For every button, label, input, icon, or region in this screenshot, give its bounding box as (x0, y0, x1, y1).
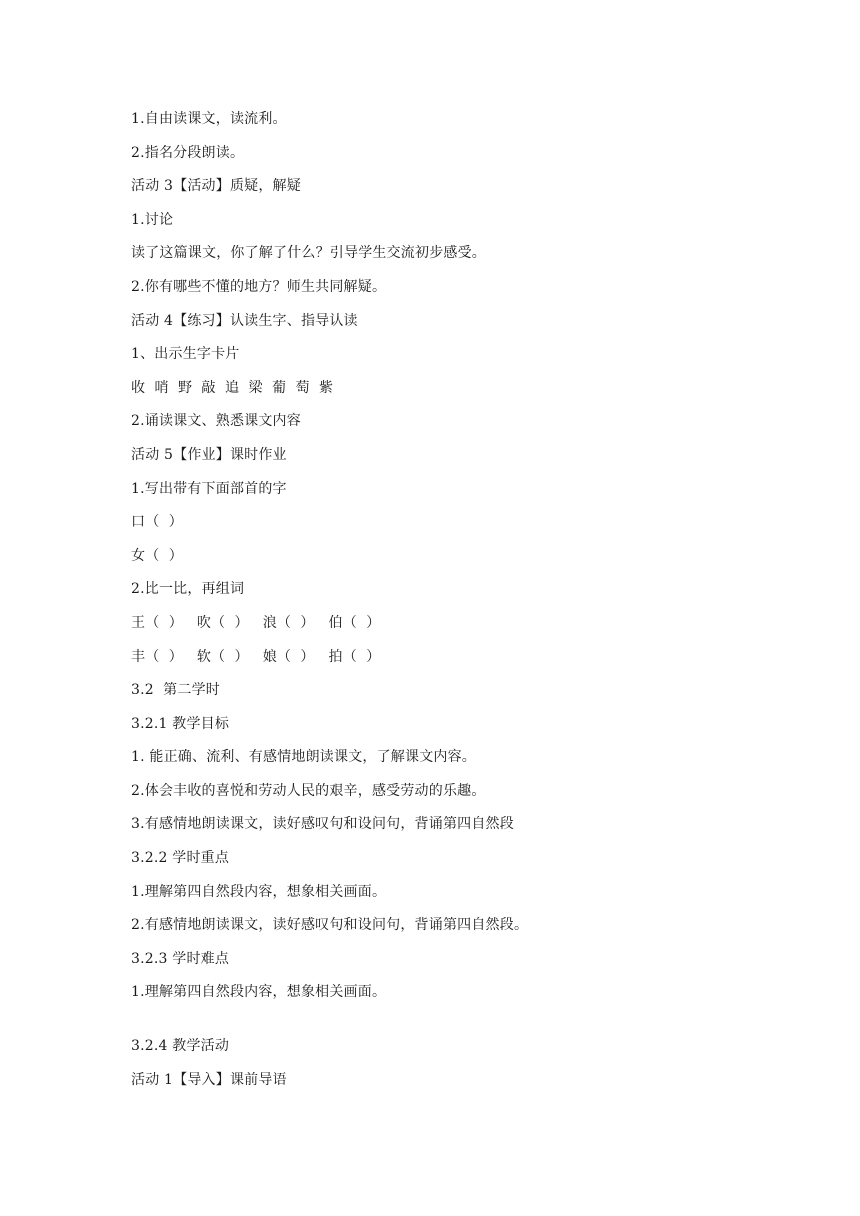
subsection-heading: 3.2.2 学时重点 (131, 850, 230, 867)
section-heading: 3.2 第二学时 (131, 682, 220, 699)
activity-heading: 活动 1【导入】课前导语 (131, 1072, 287, 1089)
text-line: 3.有感情地朗读课文，读好感叹句和设问句，背诵第四自然段 (131, 816, 514, 833)
text-line: 1、出示生字卡片 (131, 346, 240, 363)
text-line: 1. 能正确、流利、有感情地朗读课文，了解课文内容。 (131, 749, 477, 766)
exercise-line: 丰（ ） 软（ ） 娘（ ） 拍（ ） (131, 648, 381, 665)
text-line: 1.写出带有下面部首的字 (131, 480, 287, 497)
exercise-line: 口（ ） (131, 514, 183, 531)
text-line: 2.比一比，再组词 (131, 581, 245, 598)
document-body (131, 109, 771, 1104)
exercise-line: 女（ ） (131, 547, 183, 564)
character-list: 收 哨 野 敲 追 梁 葡 萄 紫 (131, 379, 334, 396)
subsection-heading: 3.2.3 学时难点 (131, 950, 230, 967)
subsection-heading: 3.2.1 教学目标 (131, 715, 230, 732)
subsection-heading: 3.2.4 教学活动 (131, 1038, 230, 1055)
text-line: 读了这篇课文，你了解了什么？引导学生交流初步感受。 (131, 245, 486, 262)
text-line: 2.诵读课文、熟悉课文内容 (131, 413, 301, 430)
text-line: 2.指名分段朗读。 (131, 144, 245, 161)
activity-heading: 活动 4【练习】认读生字、指导认读 (131, 312, 358, 329)
text-line: 1.自由读课文，读流利。 (131, 111, 287, 127)
text-line: 2.你有哪些不懂的地方？师生共同解疑。 (131, 278, 387, 295)
activity-heading: 活动 3【活动】质疑，解疑 (131, 178, 301, 195)
text-line: 2.有感情地朗读课文，读好感叹句和设问句，背诵第四自然段。 (131, 917, 529, 934)
exercise-line: 王（ ） 吹（ ） 浪（ ） 伯（ ） (131, 614, 381, 631)
text-line: 1.讨论 (131, 211, 174, 228)
text-line: 2.体会丰收的喜悦和劳动人民的艰辛，感受劳动的乐趣。 (131, 782, 486, 799)
text-line: 1.理解第四自然段内容，想象相关画面。 (131, 883, 387, 900)
text-line: 1.理解第四自然段内容，想象相关画面。 (131, 984, 387, 1001)
activity-heading: 活动 5【作业】课时作业 (131, 446, 287, 463)
